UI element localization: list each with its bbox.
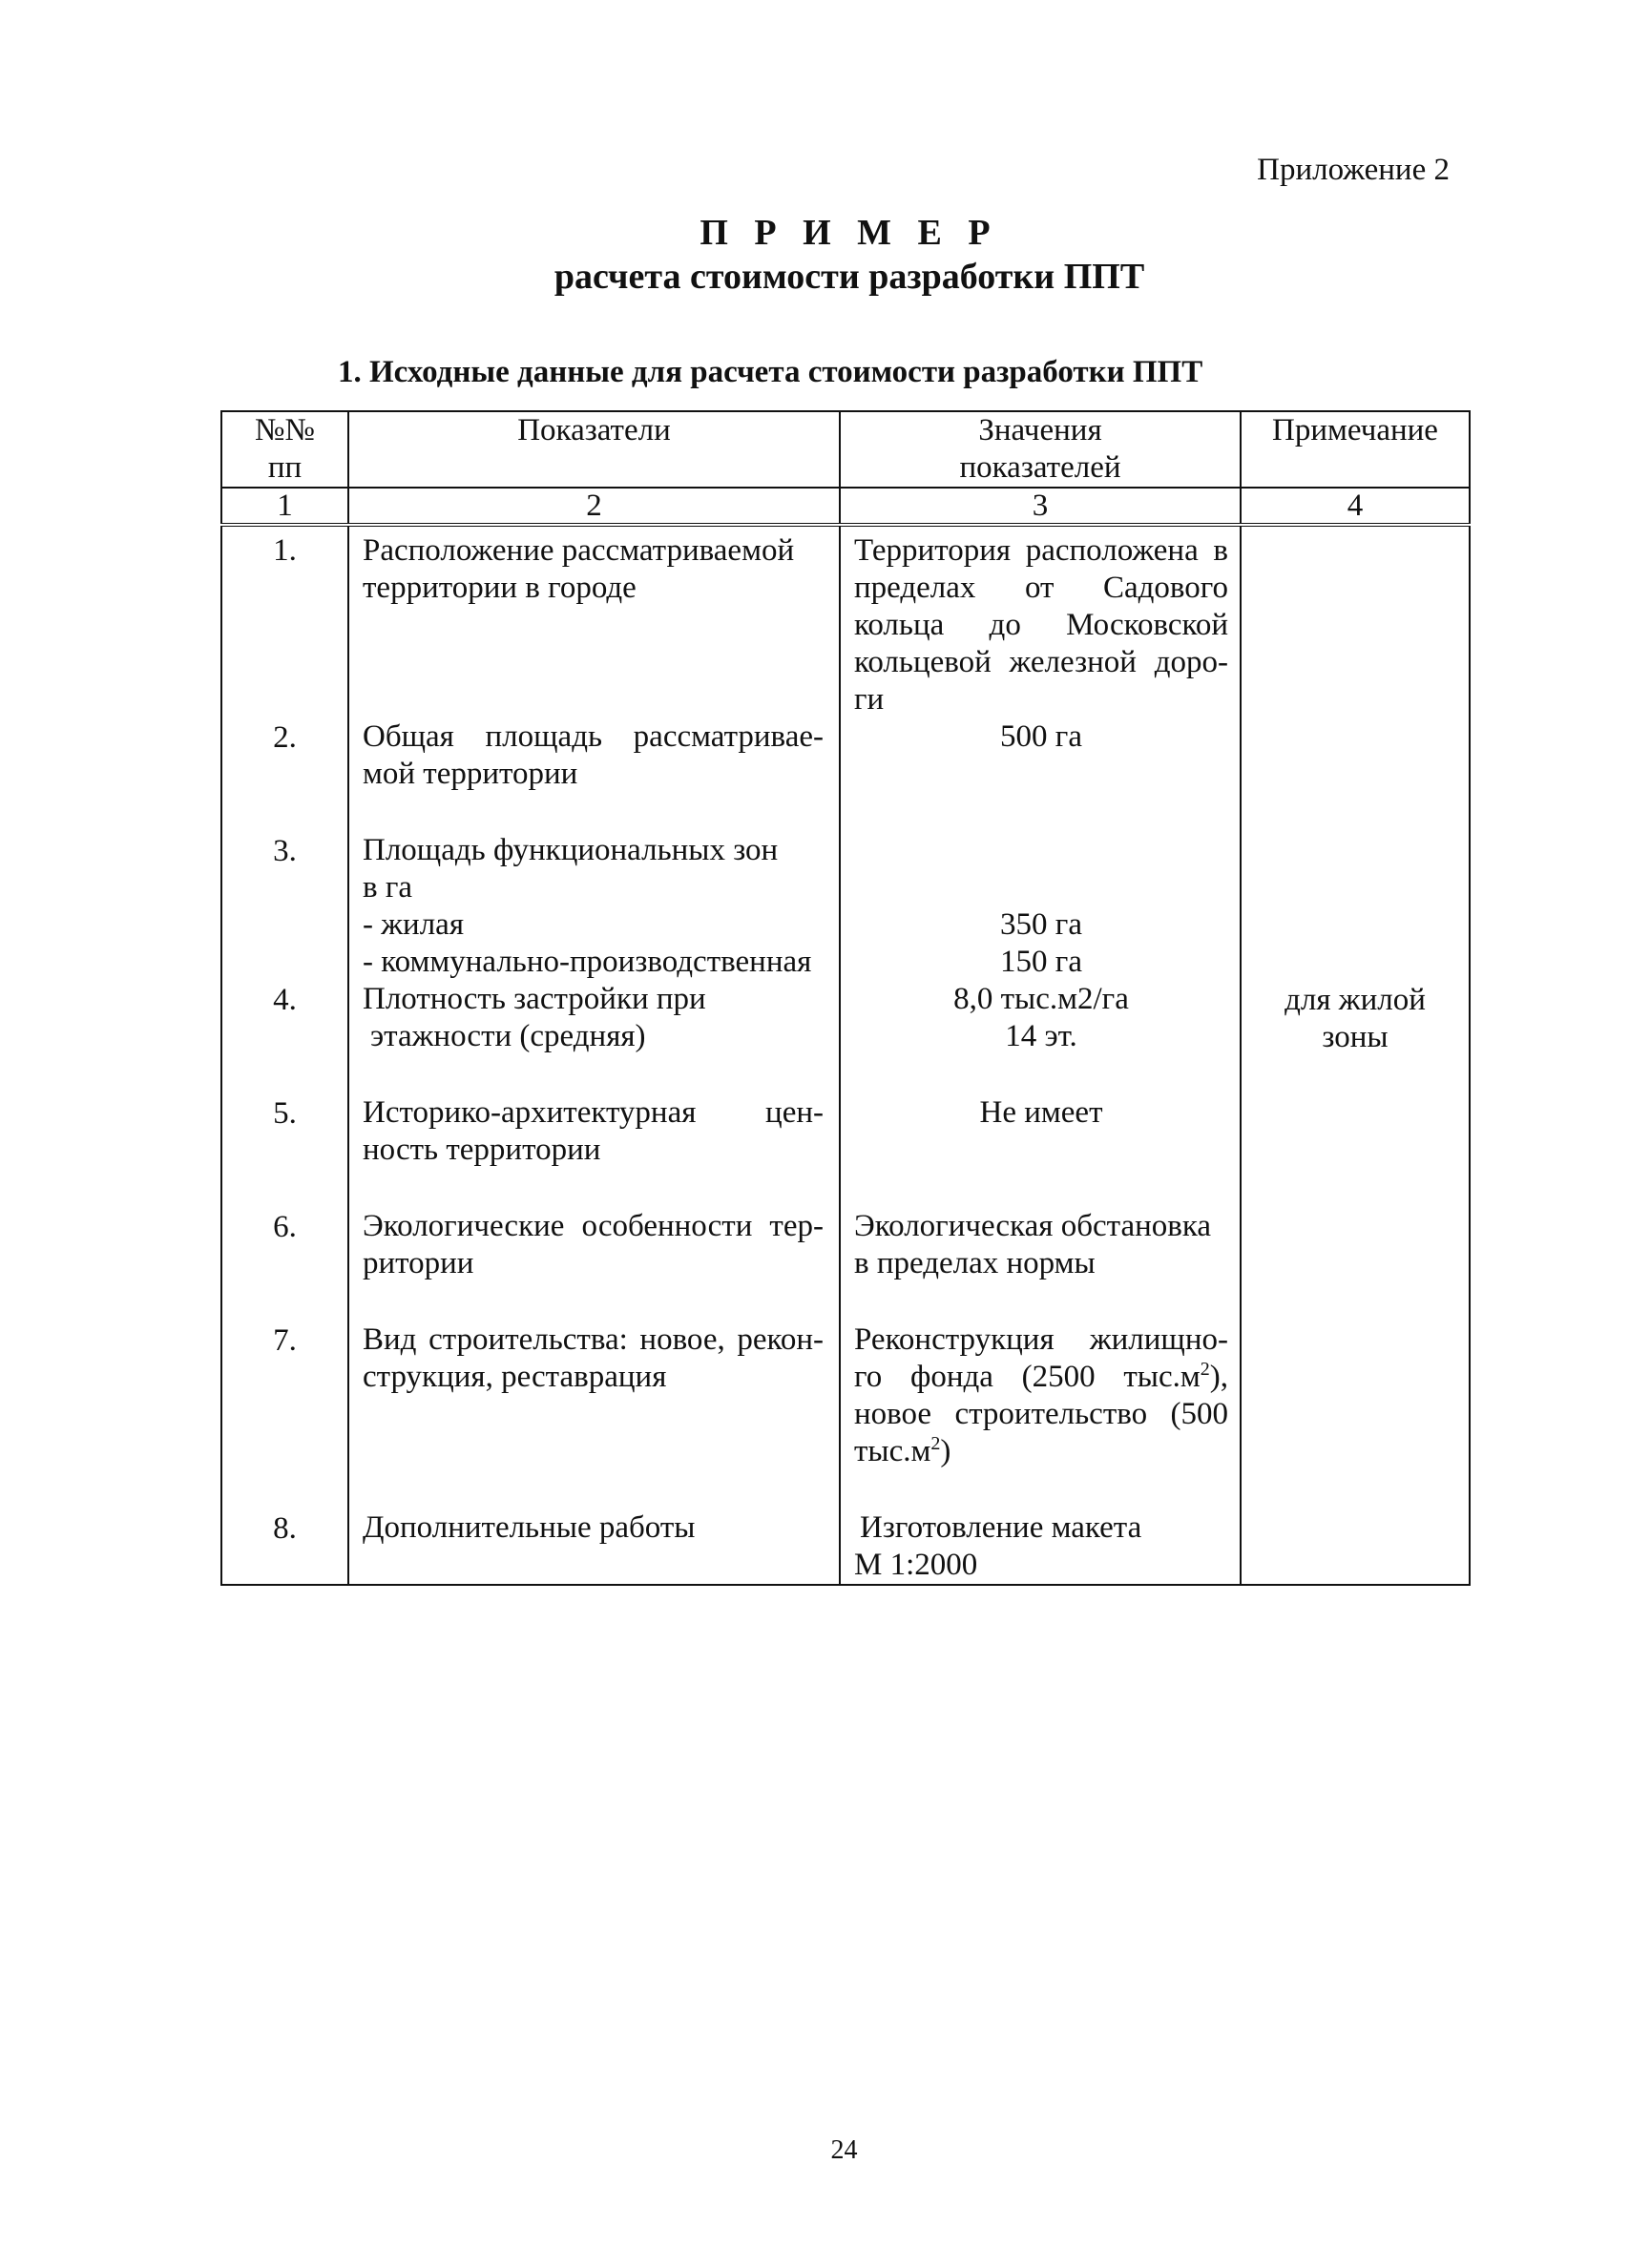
row-number: 3.	[221, 832, 348, 981]
row-indicator-line: этажности (средняя)	[370, 1019, 646, 1053]
table-row	[221, 1094, 1470, 1208]
row-number: 4.	[221, 981, 348, 1094]
row-note	[1241, 1208, 1470, 1321]
document-subtitle: расчета стоимости разработки ППТ	[553, 257, 1145, 297]
row-value	[840, 981, 1241, 1094]
row-indicator: Историко-архитектурная цен-ность территории	[348, 1094, 840, 1208]
section-heading: 1. Исходные данные для расчета стоимости разработки ППТ	[338, 355, 1203, 389]
row-value-part: ), новое строительство (500 тыс.м	[854, 1360, 1228, 1468]
row-value	[840, 1321, 1241, 1509]
row-indicator-line: в га	[363, 870, 413, 905]
header-indicator-text: Показатели	[517, 413, 671, 447]
row-value-part: Реконструкция жилищно-го фонда (2500 тыс.м	[854, 1322, 1228, 1394]
row-value	[840, 832, 1241, 981]
row-value-line: 350 га	[1000, 907, 1082, 942]
table-row	[221, 1208, 1470, 1321]
row-note	[1241, 1094, 1470, 1208]
row-note-line: для жилой	[1284, 983, 1426, 1017]
row-indicator: Расположение рассматриваемой территории в городе	[348, 525, 840, 718]
row-indicator: Общая площадь рассматривае-мой территории	[348, 718, 840, 832]
column-number-3: 3	[840, 488, 1241, 525]
superscript: 2	[1200, 1359, 1210, 1380]
row-value	[840, 1509, 1241, 1585]
row-value-line: 150 га	[1000, 945, 1082, 979]
row-indicator-line: - жилая	[363, 907, 464, 942]
table-row	[221, 718, 1470, 832]
row-number: 5.	[221, 1094, 348, 1208]
superscript: 2	[930, 1433, 941, 1454]
column-number-2: 2	[348, 488, 840, 525]
header-number	[221, 411, 348, 488]
table-row	[221, 832, 1470, 981]
table-row	[221, 1321, 1470, 1509]
table-header-row	[221, 411, 1470, 488]
row-note	[1241, 981, 1470, 1094]
row-number: 1.	[221, 525, 348, 718]
row-value-line: Изготовление макета	[860, 1510, 1142, 1545]
row-value: Не имеет	[840, 1094, 1241, 1208]
row-indicator-line: Площадь функциональных зон	[363, 833, 779, 867]
row-note	[1241, 1509, 1470, 1585]
row-indicator: Дополнительные работы	[348, 1509, 840, 1585]
column-number-row	[221, 488, 1470, 525]
table-row	[221, 525, 1470, 718]
row-note	[1241, 832, 1470, 981]
document-title: П Р И М Е Р	[700, 213, 999, 253]
source-data-table	[220, 410, 1471, 1586]
row-indicator-line: - коммунально-производственная	[363, 945, 812, 979]
row-number: 8.	[221, 1509, 348, 1585]
header-number-line2: пп	[267, 450, 303, 485]
row-indicator	[348, 832, 840, 981]
row-note	[1241, 718, 1470, 832]
row-note	[1241, 1321, 1470, 1509]
header-value	[840, 411, 1241, 488]
row-number: 6.	[221, 1208, 348, 1321]
appendix-label: Приложение 2	[1257, 153, 1450, 187]
header-note	[1241, 411, 1470, 488]
table-row	[221, 981, 1470, 1094]
row-value: 500 га	[840, 718, 1241, 832]
row-value: Территория расположена в пределах от Садового кольца до Московской кольцевой железной доро-ги	[840, 525, 1241, 718]
row-note	[1241, 525, 1470, 718]
row-value-line: 8,0 тыс.м2/га	[953, 982, 1129, 1016]
header-value-line2: показателей	[959, 450, 1121, 485]
row-number: 2.	[221, 718, 348, 832]
row-indicator: Экологические особенности тер-ритории	[348, 1208, 840, 1321]
column-number-4: 4	[1241, 488, 1470, 525]
page-number: 24	[830, 2135, 858, 2165]
row-number: 7.	[221, 1321, 348, 1509]
row-note-line: зоны	[1322, 1020, 1389, 1054]
row-indicator: Вид строительства: новое, рекон-струкция, реставрация	[348, 1321, 840, 1509]
column-number-1: 1	[221, 488, 348, 525]
row-value-line: в пределах нормы	[854, 1246, 1096, 1280]
row-value-line: 14 эт.	[1005, 1019, 1077, 1053]
header-indicator	[348, 411, 840, 488]
header-note-text: Примечание	[1272, 413, 1438, 447]
header-number-line1: №№	[255, 413, 315, 447]
table-row	[221, 1509, 1470, 1585]
row-value-line: Экологическая обстановка	[854, 1209, 1212, 1243]
row-value-part: )	[940, 1434, 951, 1468]
row-value	[840, 1208, 1241, 1321]
header-value-line1: Значения	[978, 413, 1102, 447]
row-value-line: М 1:2000	[854, 1548, 978, 1582]
row-indicator-line: Плотность застройки при	[363, 982, 706, 1016]
row-indicator	[348, 981, 840, 1094]
